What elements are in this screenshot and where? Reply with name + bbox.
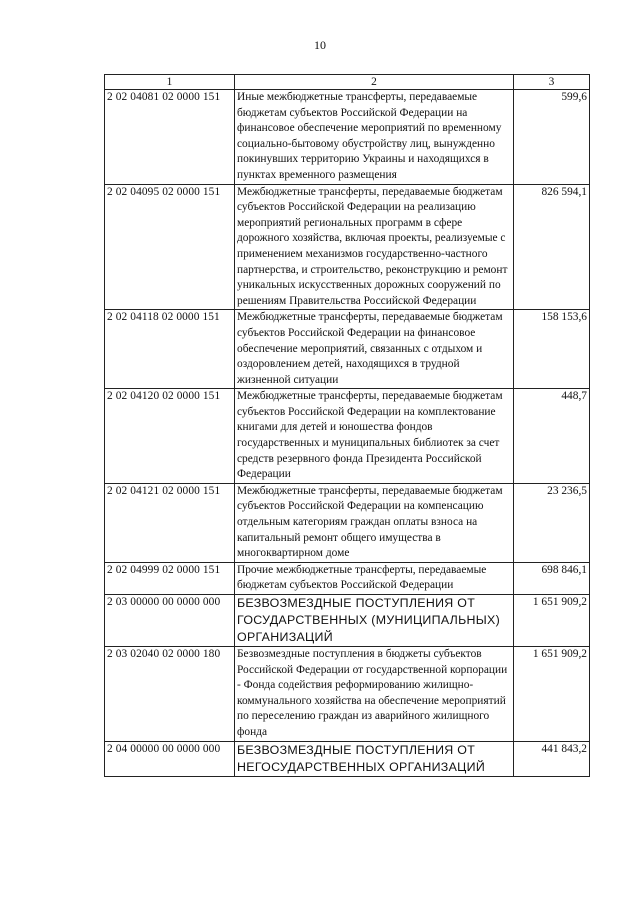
table-row	[105, 595, 590, 647]
table-header-row	[105, 75, 590, 90]
column-header-amount: 3	[514, 75, 590, 90]
row-code: 2 02 04120 02 0000 151	[105, 389, 235, 484]
row-code: 2 03 02040 02 0000 180	[105, 647, 235, 742]
row-description: Безвозмездные поступления в бюджеты субъектов Российской Федерации от государственной корпорации - Фонда содействия реформированию жилищно-коммунального хозяйства на обеспечение мероприятий по переселению граждан из аварийного жилищного фонда	[235, 647, 514, 742]
row-amount: 1 651 909,2	[514, 647, 590, 742]
table-row	[105, 184, 590, 310]
row-description: Межбюджетные трансферты, передаваемые бюджетам субъектов Российской Федерации на комплектование книгами для детей и юношества фондов государственных и муниципальных библиотек за счет средств резервного фонда Президента Российской Федерации	[235, 389, 514, 484]
row-amount: 158 153,6	[514, 310, 590, 389]
row-description: БЕЗВОЗМЕЗДНЫЕ ПОСТУПЛЕНИЯ ОТ НЕГОСУДАРСТВЕННЫХ ОРГАНИЗАЦИЙ	[235, 741, 514, 776]
row-amount: 448,7	[514, 389, 590, 484]
row-code: 2 03 00000 00 0000 000	[105, 595, 235, 647]
row-description: БЕЗВОЗМЕЗДНЫЕ ПОСТУПЛЕНИЯ ОТ ГОСУДАРСТВЕННЫХ (МУНИЦИПАЛЬНЫХ) ОРГАНИЗАЦИЙ	[235, 595, 514, 647]
table-row	[105, 483, 590, 562]
budget-table	[104, 74, 590, 777]
table-row	[105, 647, 590, 742]
row-code: 2 02 04118 02 0000 151	[105, 310, 235, 389]
row-amount: 1 651 909,2	[514, 595, 590, 647]
row-code: 2 02 04081 02 0000 151	[105, 90, 235, 185]
table-row	[105, 389, 590, 484]
row-amount: 441 843,2	[514, 741, 590, 776]
row-code: 2 04 00000 00 0000 000	[105, 741, 235, 776]
column-header-code: 1	[105, 75, 235, 90]
row-description: Межбюджетные трансферты, передаваемые бюджетам субъектов Российской Федерации на финансовое обеспечение мероприятий, связанных с отдыхом и оздоровлением детей, находящихся в трудной жизненной ситуации	[235, 310, 514, 389]
table-row	[105, 562, 590, 594]
row-code: 2 02 04999 02 0000 151	[105, 562, 235, 594]
table-row	[105, 90, 590, 185]
row-code: 2 02 04095 02 0000 151	[105, 184, 235, 310]
row-description: Межбюджетные трансферты, передаваемые бюджетам субъектов Российской Федерации на реализацию мероприятий региональных программ в сфере дорожного хозяйства, включая проекты, реализуемые с применением механизмов государственно-частного партнерства, и строительство, реконструкцию и ремонт уникальных искусственных дорожных сооружений по решениям Правительства Российской Федерации	[235, 184, 514, 310]
row-amount: 23 236,5	[514, 483, 590, 562]
row-amount: 826 594,1	[514, 184, 590, 310]
row-description: Прочие межбюджетные трансферты, передаваемые бюджетам субъектов Российской Федерации	[235, 562, 514, 594]
row-description: Межбюджетные трансферты, передаваемые бюджетам субъектов Российской Федерации на компенсацию отдельным категориям граждан оплаты взноса на капитальный ремонт общего имущества в многоквартирном доме	[235, 483, 514, 562]
table-row	[105, 310, 590, 389]
table-row	[105, 741, 590, 776]
row-code: 2 02 04121 02 0000 151	[105, 483, 235, 562]
column-header-description: 2	[235, 75, 514, 90]
row-amount: 698 846,1	[514, 562, 590, 594]
page-number: 10	[314, 38, 326, 52]
row-description: Иные межбюджетные трансферты, передаваемые бюджетам субъектов Российской Федерации на финансовое обеспечение мероприятий по временному социально-бытовому обустройству лиц, вынужденно покинувших территорию Украины и находящихся в пунктах временного размещения	[235, 90, 514, 185]
row-amount: 599,6	[514, 90, 590, 185]
